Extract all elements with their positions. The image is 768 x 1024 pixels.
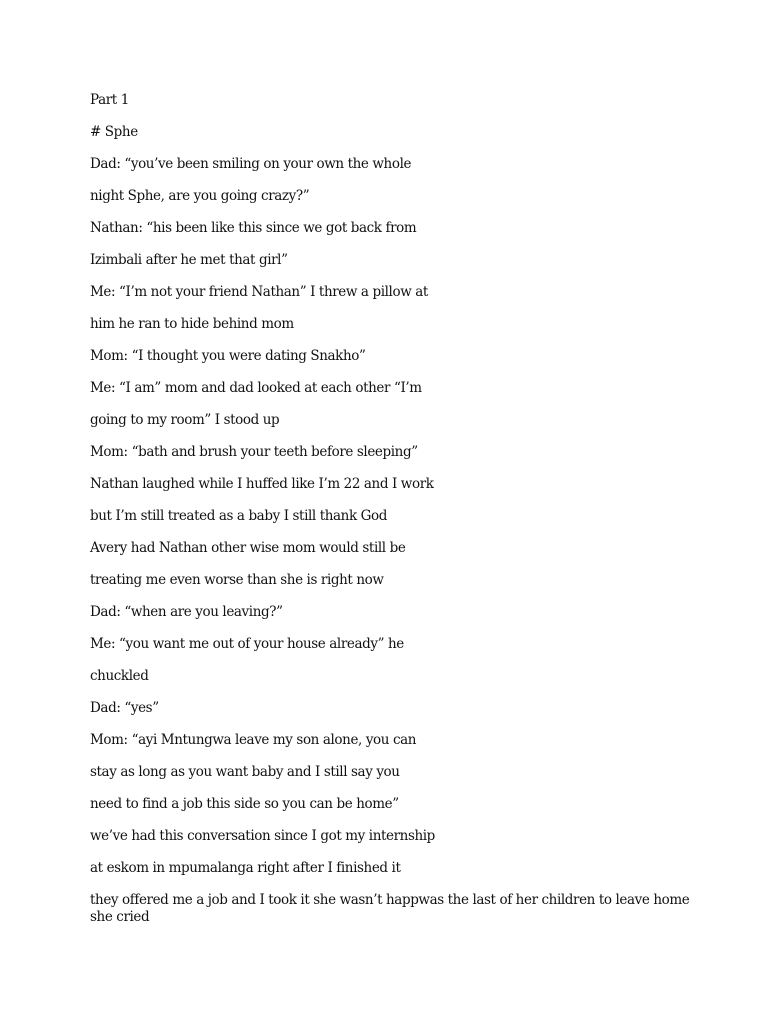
text-line: Dad: “when are you leaving?”	[90, 604, 283, 620]
text-line: Me: “you want me out of your house already” he	[90, 636, 404, 652]
text-line: # Sphe	[90, 124, 138, 140]
text-line: but I’m still treated as a baby I still thank God	[90, 508, 387, 524]
text-line: Me: “I am” mom and dad looked at each other “I’m	[90, 380, 422, 396]
text-line: chuckled	[90, 668, 149, 684]
text-line: him he ran to hide behind mom	[90, 316, 294, 332]
text-line: Me: “I’m not your friend Nathan” I threw a pillow at	[90, 284, 428, 300]
text-line: they offered me a job and I took it she wasn’t happwas the last of her children to leave home she cried	[90, 892, 690, 925]
text-line: Mom: “bath and brush your teeth before sleeping”	[90, 444, 418, 460]
text-line: Nathan: “his been like this since we got back from	[90, 220, 417, 236]
text-line: Mom: “ayi Mntungwa leave my son alone, you can	[90, 732, 417, 748]
text-line: Dad: “yes”	[90, 700, 159, 716]
text-line: need to find a job this side so you can be home”	[90, 796, 399, 812]
text-line: stay as long as you want baby and I still say you	[90, 764, 400, 780]
text-line: treating me even worse than she is right now	[90, 572, 384, 588]
text-line: Avery had Nathan other wise mom would still be	[90, 540, 406, 556]
text-line: we’ve had this conversation since I got my internship	[90, 828, 435, 844]
text-line: Dad: “you’ve been smiling on your own the whole	[90, 156, 412, 172]
text-line: Izimbali after he met that girl”	[90, 252, 288, 268]
text-line: Part 1	[90, 92, 129, 108]
text-line: at eskom in mpumalanga right after I finished it	[90, 860, 401, 876]
text-line: going to my room” I stood up	[90, 412, 280, 428]
text-line: Nathan laughed while I huffed like I’m 22 and I work	[90, 476, 434, 492]
text-line: night Sphe, are you going crazy?”	[90, 188, 310, 204]
text-line: Mom: “I thought you were dating Snakho”	[90, 348, 366, 364]
